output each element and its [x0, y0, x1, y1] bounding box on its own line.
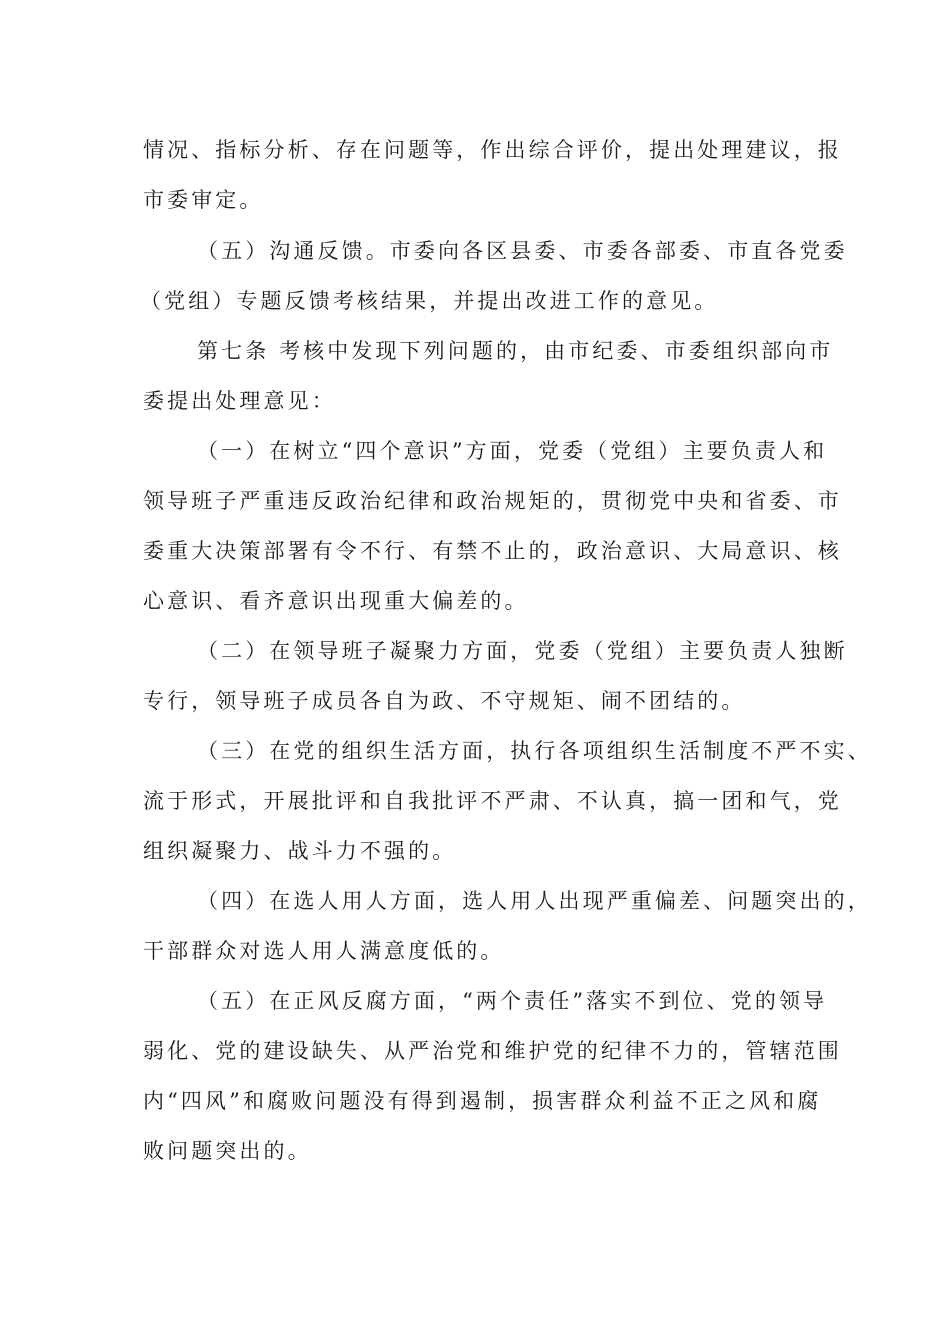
item-5-heading: （五）在正风反腐方面，“两个责任”落实不到位、党的领导	[197, 989, 828, 1013]
body-text-line: 专行，领导班子成员各自为政、不守规矩、闹不团结的。	[143, 689, 746, 713]
body-text-line: 市委审定。	[143, 188, 264, 212]
body-text-line: 败问题突出的。	[143, 1139, 312, 1163]
body-text-line: 弱化、党的建设缺失、从严治党和维护党的纪律不力的，管辖范围	[143, 1039, 842, 1063]
clause-5-heading: （五）沟通反馈。市委向各区县委、市委各部委、市直各党委	[197, 239, 848, 263]
body-text-line: 情况、指标分析、存在问题等，作出综合评价，提出处理建议，报	[143, 138, 842, 162]
body-text-line: 委重大决策部署有令不行、有禁不止的，政治意识、大局意识、核	[143, 539, 842, 563]
item-1-heading: （一）在树立“四个意识”方面，党委（党组）主要负责人和	[197, 439, 828, 463]
body-text-line: 心意识、看齐意识出现重大偏差的。	[143, 589, 529, 613]
body-text-line: 干部群众对选人用人满意度低的。	[143, 939, 505, 963]
body-text-line: 委提出处理意见：	[143, 389, 336, 413]
item-2-heading: （二）在领导班子凝聚力方面，党委（党组）主要负责人独断	[197, 639, 848, 663]
body-text-line: 内“四风”和腐败问题没有得到遏制，损害群众利益不正之风和腐	[143, 1089, 822, 1113]
body-text-line: （党组）专题反馈考核结果，并提出改进工作的意见。	[140, 289, 719, 313]
body-text-line: 领导班子严重违反政治纪律和政治规矩的，贯彻党中央和省委、市	[143, 489, 842, 513]
item-3-heading: （三）在党的组织生活方面，执行各项组织生活制度不严不实、	[197, 739, 872, 763]
article-7-heading: 第七条 考核中发现下列问题的，由市纪委、市委组织部向市	[197, 339, 834, 363]
body-text-line: 流于形式，开展批评和自我批评不严肃、不认真，搞一团和气，党	[143, 789, 842, 813]
body-text-line: 组织凝聚力、战斗力不强的。	[143, 839, 457, 863]
item-4-heading: （四）在选人用人方面，选人用人出现严重偏差、问题突出的，	[197, 889, 872, 913]
